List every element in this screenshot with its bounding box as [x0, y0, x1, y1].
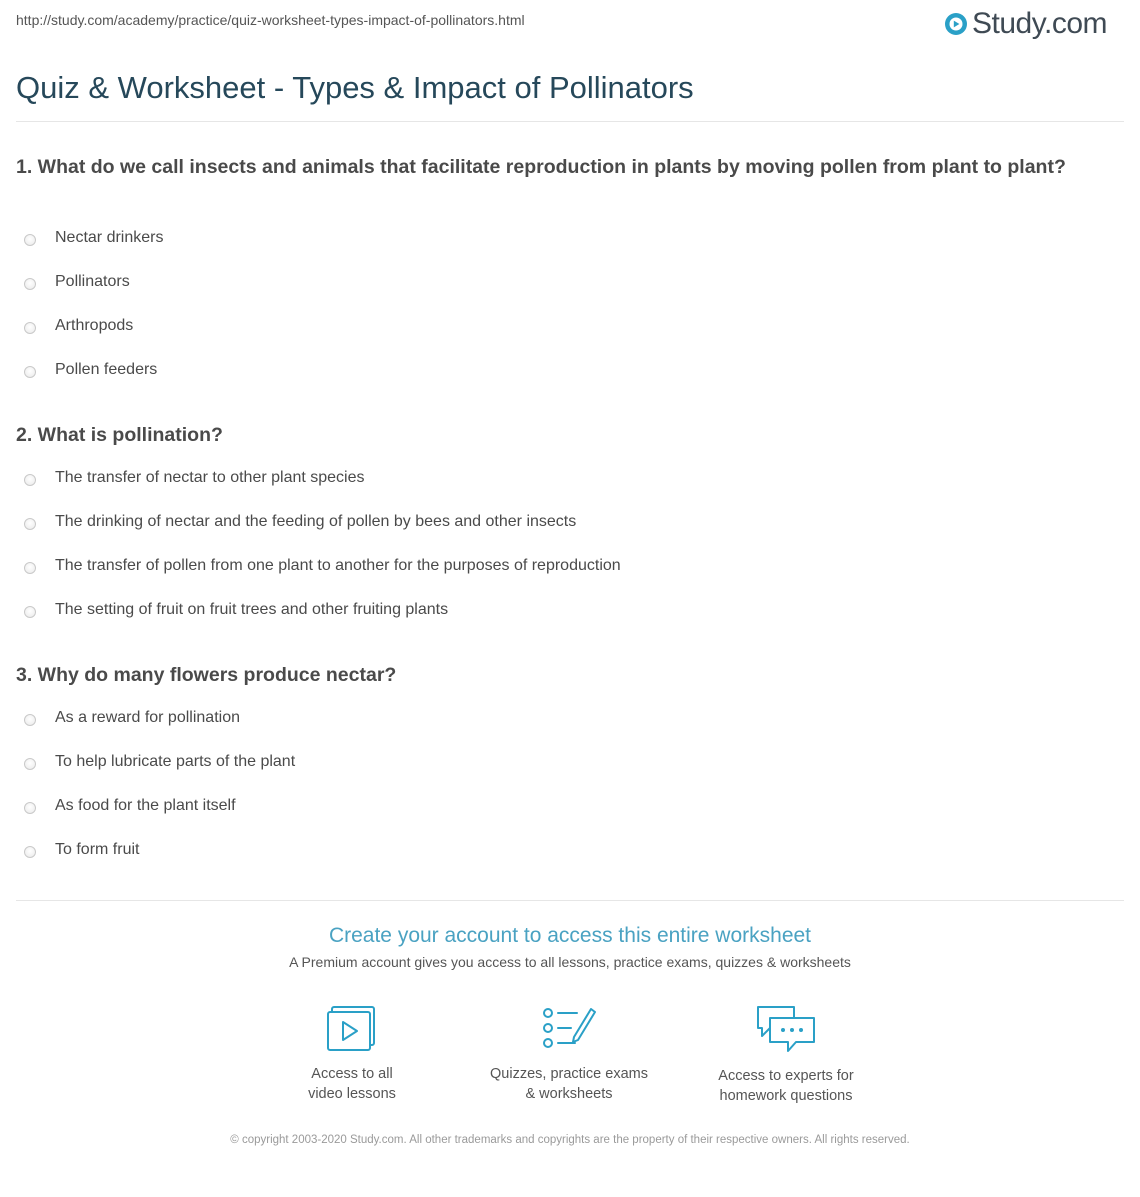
- answer-option[interactable]: [16, 557, 621, 601]
- answer-label: As a reward for pollination: [55, 709, 240, 726]
- answer-option[interactable]: [16, 709, 295, 753]
- feature-line: Access to experts for: [718, 1068, 854, 1084]
- play-logo-icon: [944, 12, 968, 36]
- question-2: 2. What is pollination?: [16, 424, 223, 446]
- answer-option[interactable]: [16, 317, 163, 361]
- feature-experts: [686, 1004, 886, 1106]
- feature-video-lessons: [252, 1004, 452, 1104]
- chat-bubbles-icon: [754, 1004, 818, 1054]
- answer-label: Pollinators: [55, 273, 130, 290]
- question-3-options: [16, 709, 295, 885]
- page-url[interactable]: http://study.com/academy/practice/quiz-worksheet-types-impact-of-pollinators.html: [16, 12, 525, 28]
- answer-option[interactable]: [16, 753, 295, 797]
- feature-line: Access to all: [311, 1066, 393, 1082]
- answer-option[interactable]: [16, 229, 163, 273]
- answer-label: To form fruit: [55, 841, 140, 858]
- radio-button[interactable]: [24, 846, 36, 858]
- logo-text: Study.com: [972, 7, 1107, 40]
- answer-label: Nectar drinkers: [55, 229, 164, 246]
- answer-label: The transfer of nectar to other plant species: [55, 469, 365, 486]
- answer-option[interactable]: [16, 513, 621, 557]
- feature-line: homework questions: [719, 1088, 853, 1104]
- title-divider: [16, 121, 1124, 122]
- feature-quizzes: [469, 1004, 669, 1104]
- radio-button[interactable]: [24, 366, 36, 378]
- page-title: Quiz & Worksheet - Types & Impact of Pollinators: [16, 70, 694, 105]
- answer-option[interactable]: [16, 841, 295, 885]
- question-1-options: [16, 229, 163, 405]
- answer-label: The transfer of pollen from one plant to another for the purposes of reproduction: [55, 557, 621, 574]
- radio-button[interactable]: [24, 322, 36, 334]
- copyright-notice: © copyright 2003-2020 Study.com. All other trademarks and copyrights are the property of their respective owners. All rights reserved.: [230, 1134, 910, 1146]
- answer-option[interactable]: [16, 797, 295, 841]
- answer-label: The drinking of nectar and the feeding of pollen by bees and other insects: [55, 513, 577, 530]
- radio-button[interactable]: [24, 278, 36, 290]
- question-1: 1. What do we call insects and animals that facilitate reproduction in plants by moving pollen from plant to plant?: [16, 156, 1066, 178]
- answer-option[interactable]: [16, 469, 621, 513]
- radio-button[interactable]: [24, 518, 36, 530]
- radio-button[interactable]: [24, 474, 36, 486]
- answer-label: To help lubricate parts of the plant: [55, 753, 296, 770]
- answer-label: As food for the plant itself: [55, 797, 236, 814]
- answer-option[interactable]: [16, 273, 163, 317]
- radio-button[interactable]: [24, 606, 36, 618]
- radio-button[interactable]: [24, 562, 36, 574]
- create-account-link[interactable]: Create your account to access this entire worksheet: [328, 924, 812, 947]
- video-lessons-icon: [325, 1004, 379, 1052]
- feature-line: & worksheets: [525, 1086, 613, 1102]
- feature-line: Quizzes, practice exams: [490, 1066, 648, 1082]
- answer-label: Arthropods: [55, 317, 134, 334]
- radio-button[interactable]: [24, 758, 36, 770]
- study-logo[interactable]: [944, 7, 1107, 41]
- radio-button[interactable]: [24, 802, 36, 814]
- premium-description: A Premium account gives you access to all lessons, practice exams, quizzes & worksheets: [289, 954, 851, 970]
- top-bar: [0, 0, 1140, 50]
- answer-option[interactable]: [16, 601, 621, 645]
- radio-button[interactable]: [24, 234, 36, 246]
- question-2-options: [16, 469, 621, 645]
- answer-label: The setting of fruit on fruit trees and other fruiting plants: [55, 601, 449, 618]
- feature-line: video lessons: [308, 1086, 396, 1102]
- question-3: 3. Why do many flowers produce nectar?: [16, 664, 397, 686]
- quiz-checklist-icon: [541, 1004, 597, 1052]
- cta-divider: [16, 900, 1124, 901]
- answer-option[interactable]: [16, 361, 163, 405]
- radio-button[interactable]: [24, 714, 36, 726]
- answer-label: Pollen feeders: [55, 361, 158, 378]
